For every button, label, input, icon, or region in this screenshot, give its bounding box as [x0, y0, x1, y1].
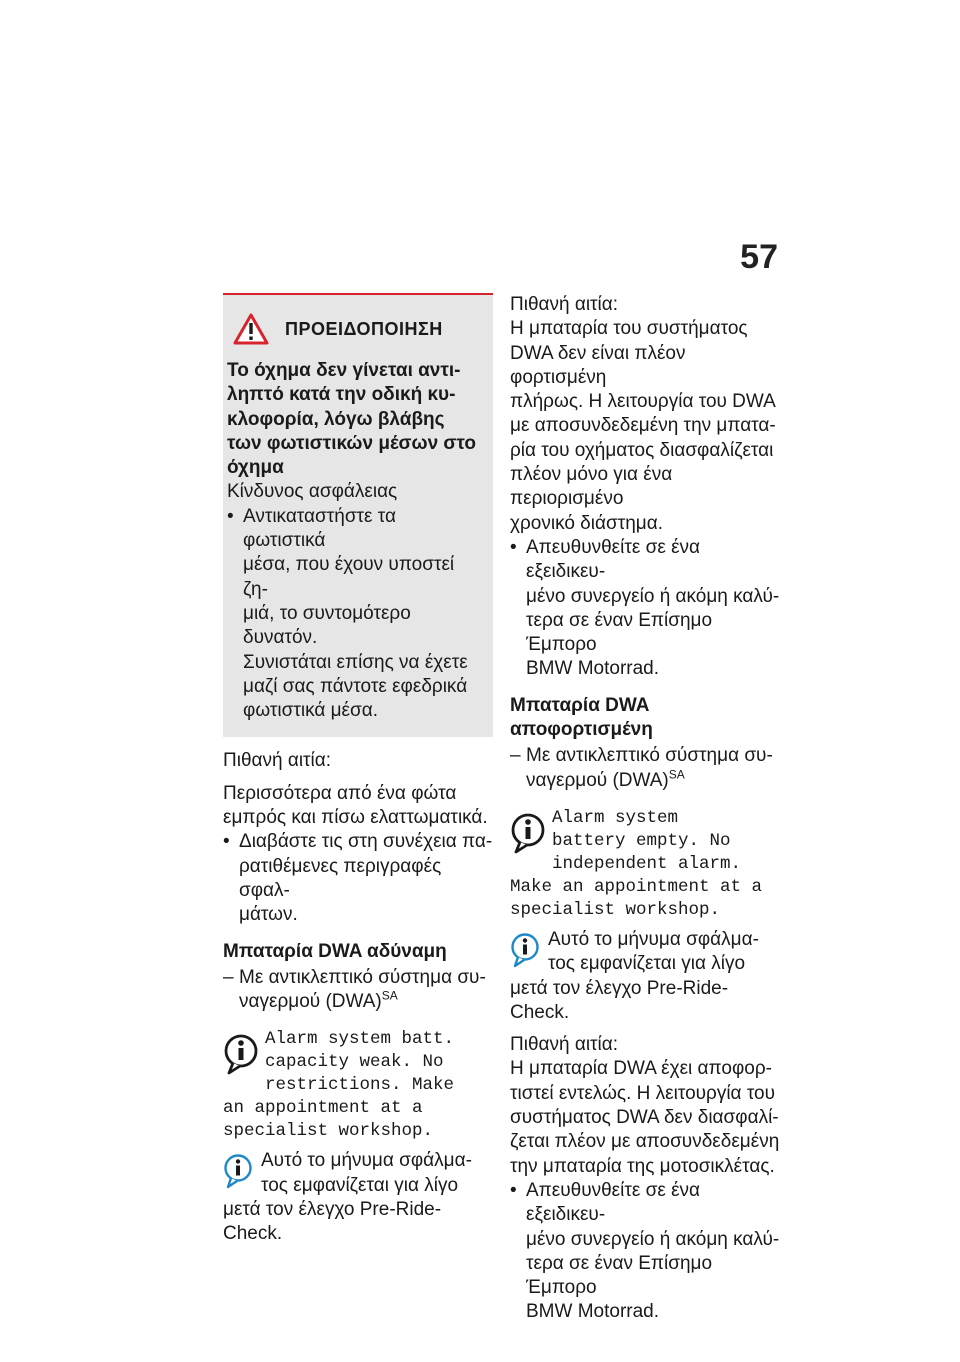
- warning-box: [223, 293, 493, 737]
- cause-text: Η μπαταρία του συστήματος DWA δεν είναι πλέον φορτισμένη πλήρως. Η λειτουργία του DWA με αποσυνδεδεμένη την μπατα- ρία του οχήματος διασφαλίζεται πλέον μόνο για ένα περιορισμένο χρονικό διάστημα.: [510, 318, 776, 534]
- instruction-bullet: • Διαβάστε τις στη συνέχεια πα- ρατιθέμενες περιγραφές σφαλ- μάτων.: [223, 830, 493, 927]
- page-number: 57: [740, 238, 778, 276]
- dash-mark: –: [223, 966, 234, 988]
- instruction-bullet: • Απευθυνθείτε σε ένα εξειδικευ- μένο συνεργείο ή ακόμη καλύ- τερα σε έναν Επίσημο Έμπορο BMW Motorrad.: [510, 536, 782, 682]
- sa-superscript: SA: [668, 767, 685, 782]
- warning-triangle-icon: [233, 313, 269, 345]
- warning-bullet: • Αντικαταστήστε τα φωτιστικά μέσα, που έχουν υποστεί ζη- μιά, το συντομότερο δυνατόν. Συνιστάται επίσης να έχετε μαζί σας πάντοτε εφεδρικά φωτιστικά μέσα.: [227, 505, 483, 724]
- warning-lead: Το όχημα δεν γίνεται αντι- ληπτό κατά την οδική κυ- κλοφορία, λόγω βλάβης των φωτιστικών μέσων στο όχημα: [227, 360, 476, 479]
- condition-dash: – Με αντικλεπτικό σύστημα συ- ναγερμού (DWA)$^{SA}$: [510, 744, 782, 793]
- info-icon: [223, 1033, 259, 1075]
- cause-label: Πιθανή αιτία:: [510, 294, 619, 315]
- warning-subtitle: Κίνδυνος ασφάλειας: [227, 481, 398, 503]
- info-note: Αυτό το μήνυμα σφάλμα- τος εμφανίζεται για λίγο μετά τον έλεγχο Pre-Ride-Check.: [510, 928, 759, 1023]
- cause-label: Πιθανή αιτία:: [223, 750, 332, 772]
- cause-label-2: Πιθανή αιτία:: [510, 1034, 619, 1056]
- bullet-mark: •: [223, 831, 230, 853]
- instruction-bullet-2: • Απευθυνθείτε σε ένα εξειδικευ- μένο συνεργείο ή ακόμη καλύ- τερα σε έναν Επίσημο Έμπορο BMW Motorrad.: [510, 1179, 782, 1325]
- bullet-mark: •: [227, 505, 234, 527]
- warning-title: ΠΡΟΕΙΔΟΠΟΙΗΣΗ: [285, 318, 443, 339]
- cause-text-2: Η μπαταρία DWA έχει αποφορ- τιστεί εντελώς. Η λειτουργία του συστήματος DWA δεν διασφαλί- ζεται πλέον με αποσυνδεδεμένη την μπαταρία της μοτοσικλέτας.: [510, 1058, 780, 1177]
- dash-mark: –: [510, 745, 521, 767]
- info-note: Αυτό το μήνυμα σφάλμα- τος εμφανίζεται για λίγο μετά τον έλεγχο Pre-Ride-Check.: [223, 1150, 472, 1245]
- bullet-mark: •: [510, 1179, 517, 1201]
- message-text: Alarm system batt. capacity weak. No restrictions. Make an appointment at a specialist workshop.: [223, 1029, 455, 1142]
- message-text: Alarm system battery empty. No independent alarm. Make an appointment at a specialist workshop.: [510, 807, 763, 920]
- info-icon: [510, 932, 540, 970]
- info-icon: [223, 1153, 253, 1191]
- condition-dash: – Με αντικλεπτικό σύστημα συ- ναγερμού (DWA)$^{SA}$: [223, 966, 493, 1015]
- bullet-mark: •: [510, 536, 517, 558]
- display-message: [223, 1028, 493, 1143]
- display-message: [510, 807, 782, 922]
- left-column: [223, 293, 493, 1247]
- warning-header: [227, 313, 483, 345]
- right-column: [510, 293, 782, 1325]
- info-icon: [510, 812, 546, 854]
- section-heading: Μπαταρία DWA αποφορτισμένη: [510, 694, 653, 741]
- sa-superscript: SA: [381, 988, 398, 1003]
- cause-text: Περισσότερα από ένα φώτα εμπρός και πίσω ελαττωματικά.: [223, 782, 488, 829]
- section-heading: Μπαταρία DWA αδύναμη: [223, 940, 447, 962]
